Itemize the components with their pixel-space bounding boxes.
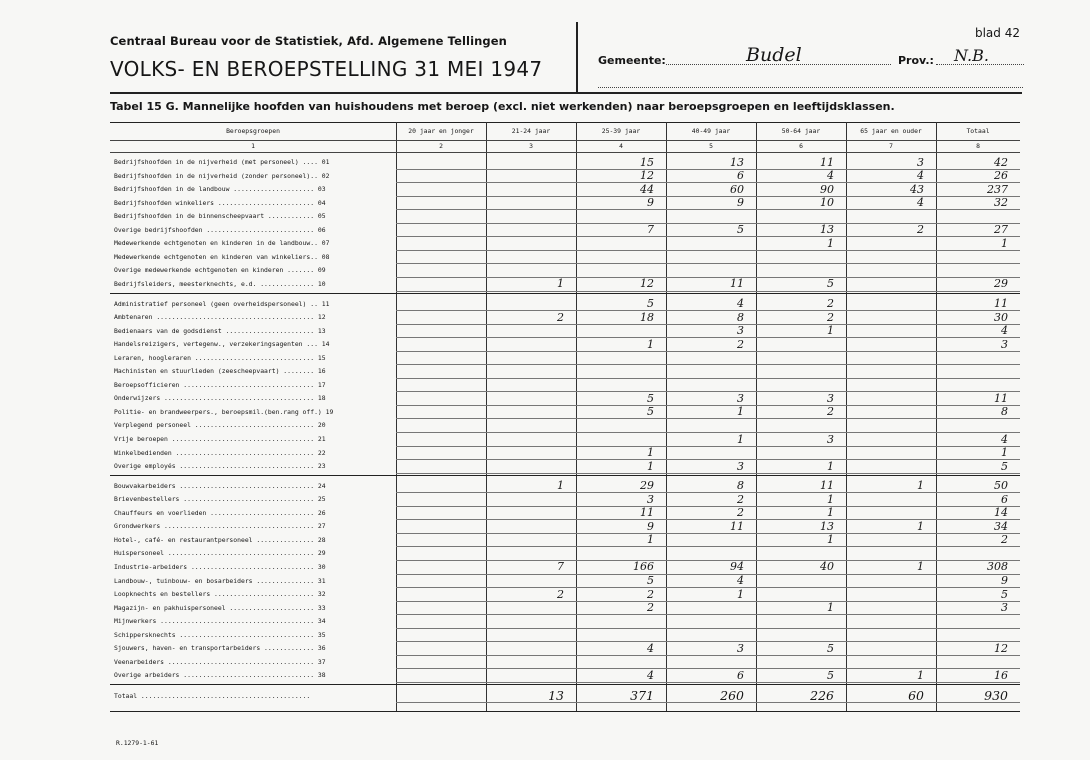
handwritten-value: 2 (647, 601, 654, 615)
row-label: Administratief personeel (geen overheidspersoneel) .. 11 (114, 299, 330, 308)
handwritten-value: 4 (827, 169, 834, 183)
handwritten-value: 5 (647, 574, 654, 587)
row-rule (396, 351, 1020, 352)
handwritten-value: 15 (640, 155, 654, 169)
handwritten-value: 3 (1001, 601, 1008, 615)
table-caption: Tabel 15 G. Mannelijke hoofden van huishoudens met beroep (excl. niet werkenden) naar beroepsgroepen en leeftijdsklassen. (110, 100, 895, 113)
column-header: 21-24 jaar (511, 127, 551, 135)
row-rule (396, 291, 1020, 292)
row-rule (396, 446, 1020, 447)
handwritten-value: 43 (910, 182, 924, 196)
column-divider (846, 122, 847, 711)
row-label: Onderwijzers ....................................... 18 (114, 394, 326, 403)
handwritten-value: 32 (994, 196, 1008, 210)
row-rule (396, 209, 1020, 210)
handwritten-value: 2 (647, 587, 654, 601)
handwritten-value: 1 (827, 459, 834, 473)
handwritten-value: 12 (640, 277, 654, 291)
handwritten-value: 5 (647, 391, 654, 405)
row-label: Veenarbeiders ...................................... 37 (114, 657, 326, 666)
row-label: Totaal ............................................ (114, 691, 311, 700)
handwritten-value: 1 (917, 479, 924, 493)
form-header (110, 34, 542, 81)
handwritten-value: 3 (737, 391, 744, 405)
handwritten-value: 1 (737, 587, 744, 601)
row-label: Bedrijfshoofden winkeliers ......................... 04 (114, 198, 326, 207)
row-label: Industrie-arbeiders ................................ 30 (114, 562, 326, 571)
handwritten-value: 4 (647, 641, 654, 655)
handwritten-value: 6 (1001, 492, 1008, 506)
row-label: Grondwerkers ....................................... 27 (114, 522, 326, 531)
row-label: Bedrijfshoofden in de binnenscheepvaart ............ 05 (114, 212, 326, 221)
handwritten-value: 1 (647, 533, 654, 547)
group-separator (110, 684, 1020, 685)
handwritten-value: 14 (994, 506, 1008, 520)
column-number: 1 (251, 142, 255, 150)
handwritten-value: 1 (827, 492, 834, 506)
column-header: Totaal (966, 127, 990, 135)
handwritten-value: 7 (557, 560, 564, 574)
row-label: Bedrijfsleiders, meesterknechts, e.d. .............. 10 (114, 279, 326, 288)
handwritten-value: 1 (827, 324, 834, 338)
handwritten-value: 2 (737, 492, 744, 506)
header-rule (110, 152, 1020, 153)
handwritten-value: 1 (737, 405, 744, 419)
group-separator (110, 293, 1020, 294)
handwritten-value: 9 (737, 196, 744, 210)
prov-label: Prov.: (898, 54, 934, 67)
handwritten-value: 2 (1001, 533, 1008, 547)
handwritten-value: 60 (730, 182, 744, 196)
municipality-row (598, 46, 1023, 68)
handwritten-value: 5 (647, 297, 654, 310)
row-label: Brievenbestellers .................................. 25 (114, 495, 326, 504)
handwritten-value: 1 (647, 446, 654, 460)
handwritten-value: 90 (820, 182, 834, 196)
handwritten-value: 1 (917, 668, 924, 682)
row-label: Schippersknechts ................................... 35 (114, 630, 326, 639)
handwritten-value: 2 (737, 506, 744, 520)
handwritten-value: 1 (1001, 446, 1008, 460)
header-divider (576, 22, 578, 92)
handwritten-value: 1 (827, 533, 834, 547)
row-label: Bouwvakarbeiders ................................... 24 (114, 481, 326, 490)
handwritten-value: 9 (647, 519, 654, 533)
handwritten-value: 4 (737, 297, 744, 310)
handwritten-value: 11 (640, 506, 654, 520)
handwritten-value: 6 (737, 169, 744, 183)
row-label: Medewerkende echtgenoten en kinderen van winkeliers.. 08 (114, 252, 330, 261)
handwritten-value: 8 (737, 479, 744, 493)
row-label: Beroepsofficieren .................................. 17 (114, 380, 326, 389)
column-header: 65 jaar en ouder (860, 127, 922, 135)
handwritten-value: 12 (640, 169, 654, 183)
handwritten-value: 1 (1001, 236, 1008, 250)
handwritten-value: 11 (994, 391, 1008, 405)
handwritten-value: 2 (827, 310, 834, 324)
row-rule (396, 682, 1020, 683)
row-label: Machinisten en stuurlieden (zeescheepvaart) ........ 16 (114, 367, 326, 376)
row-label: Overige medewerkende echtgenoten en kinderen ....... 09 (114, 266, 326, 275)
handwritten-value: 237 (987, 182, 1008, 196)
row-label: Overige bedrijfshoofden ............................ 06 (114, 225, 326, 234)
row-label: Landbouw-, tuinbouw- en bosarbeiders ............... 31 (114, 576, 326, 585)
handwritten-value: 260 (720, 688, 744, 704)
handwritten-value: 34 (994, 519, 1008, 533)
gemeente-handwritten-value: Budel (746, 44, 802, 66)
column-divider (486, 122, 487, 711)
page-label: blad 42 (974, 26, 1020, 40)
handwritten-value: 2 (737, 337, 744, 351)
group-separator (110, 475, 1020, 476)
column-number: 6 (799, 142, 803, 150)
handwritten-value: 94 (730, 560, 744, 574)
data-table (110, 122, 1022, 742)
handwritten-value: 18 (640, 310, 654, 324)
handwritten-value: 29 (994, 277, 1008, 291)
column-header: 20 jaar en jonger (408, 127, 474, 135)
row-label: Bedrijfshoofden in de landbouw ..................... 03 (114, 185, 326, 194)
handwritten-value: 308 (987, 560, 1008, 574)
handwritten-value: 1 (827, 601, 834, 615)
handwritten-value: 3 (917, 155, 924, 169)
row-label: Bedrijfshoofden in de nijverheid (met personeel) .... 01 (114, 158, 330, 166)
handwritten-value: 8 (1001, 405, 1008, 419)
handwritten-value: 13 (730, 155, 744, 169)
handwritten-value: 6 (737, 668, 744, 682)
row-rule (396, 236, 1020, 237)
row-rule (396, 702, 1020, 703)
prov-handwritten-value: N.B. (954, 46, 989, 65)
handwritten-value: 44 (640, 182, 654, 196)
handwritten-value: 1 (647, 459, 654, 473)
handwritten-value: 11 (820, 155, 834, 169)
row-label: Medewerkende echtgenoten en kinderen in de landbouw.. 07 (114, 239, 330, 248)
handwritten-value: 1 (827, 506, 834, 520)
handwritten-value: 1 (827, 236, 834, 250)
row-label: Chauffeurs en voerlieden ........................... 26 (114, 508, 326, 517)
handwritten-value: 5 (1001, 459, 1008, 473)
handwritten-value: 5 (647, 405, 654, 419)
handwritten-value: 1 (917, 519, 924, 533)
row-rule (396, 546, 1020, 547)
handwritten-value: 13 (820, 519, 834, 533)
handwritten-value: 5 (1001, 587, 1008, 601)
handwritten-value: 60 (908, 688, 924, 704)
handwritten-value: 11 (820, 479, 834, 493)
row-label: Bedrijfshoofden in de nijverheid (zonder personeel).. 02 (114, 171, 330, 180)
handwritten-value: 930 (984, 688, 1008, 704)
row-label: Politie- en brandweerpers., beroepsmil.(ben.rang off.) 19 (114, 407, 334, 416)
handwritten-value: 3 (827, 391, 834, 405)
handwritten-value: 226 (810, 688, 834, 704)
handwritten-value: 3 (737, 641, 744, 655)
handwritten-value: 2 (917, 223, 924, 237)
handwritten-value: 4 (1001, 324, 1008, 338)
handwritten-value: 26 (994, 169, 1008, 183)
row-label: Vrije beroepen ..................................... 21 (114, 435, 326, 443)
row-label: Sjouwers, haven- en transportarbeiders ............. 36 (114, 644, 326, 653)
handwritten-value: 4 (917, 196, 924, 210)
handwritten-value: 42 (994, 155, 1008, 169)
handwritten-value: 166 (633, 560, 654, 574)
handwritten-value: 11 (730, 277, 744, 291)
handwritten-value: 1 (737, 432, 744, 446)
row-rule (396, 378, 1020, 379)
handwritten-value: 16 (994, 668, 1008, 682)
handwritten-value: 1 (647, 337, 654, 351)
handwritten-value: 30 (994, 310, 1008, 324)
row-label: Huispersoneel ...................................... 29 (114, 549, 326, 558)
row-rule (396, 601, 1020, 602)
handwritten-value: 7 (647, 223, 654, 237)
handwritten-value: 2 (827, 297, 834, 310)
handwritten-value: 50 (994, 479, 1008, 493)
row-label: Verplegend personeel ............................... 20 (114, 421, 326, 430)
census-title: VOLKS- EN BEROEPSTELLING 31 MEI 1947 (110, 57, 543, 81)
second-dotted-line (598, 87, 1023, 88)
form-code: R.1279-1-61 (116, 739, 159, 747)
handwritten-value: 11 (994, 297, 1008, 310)
handwritten-value: 10 (820, 196, 834, 210)
handwritten-value: 8 (737, 310, 744, 324)
handwritten-value: 13 (820, 223, 834, 237)
handwritten-value: 29 (640, 479, 654, 493)
handwritten-value: 5 (827, 277, 834, 291)
handwritten-value: 13 (548, 688, 564, 704)
header-rule (110, 140, 1020, 141)
handwritten-value: 4 (737, 574, 744, 587)
row-rule (396, 614, 1020, 615)
handwritten-value: 3 (827, 432, 834, 446)
handwritten-value: 1 (557, 479, 564, 493)
column-number: 5 (709, 142, 713, 150)
row-rule (396, 628, 1020, 629)
row-rule (396, 473, 1020, 474)
handwritten-value: 371 (630, 688, 654, 704)
column-header: 25-39 jaar (601, 127, 641, 135)
row-label: Bedienaars van de godsdienst ....................... 13 (114, 326, 326, 335)
handwritten-value: 2 (557, 587, 564, 601)
handwritten-value: 5 (827, 668, 834, 682)
handwritten-value: 11 (730, 519, 744, 533)
column-number: 2 (439, 142, 443, 150)
row-label: Magazijn- en pakhuispersoneel ...................... 33 (114, 603, 326, 612)
handwritten-value: 2 (557, 310, 564, 324)
row-rule (396, 364, 1020, 365)
handwritten-value: 40 (820, 560, 834, 574)
handwritten-value: 5 (827, 641, 834, 655)
column-divider (396, 122, 397, 711)
row-label: Overige arbeiders .................................. 38 (114, 671, 326, 680)
handwritten-value: 3 (647, 492, 654, 506)
row-label: Hotel-, café- en restaurantpersoneel ............... 28 (114, 535, 326, 544)
row-rule (396, 655, 1020, 656)
handwritten-value: 9 (1001, 574, 1008, 587)
row-label: Handelsreizigers, vertegenw., verzekeringsagenten ... 14 (114, 340, 330, 349)
row-label: Leraren, hoogleraren ............................... 15 (114, 353, 326, 362)
handwritten-value: 27 (994, 223, 1008, 237)
handwritten-value: 12 (994, 641, 1008, 655)
agency-name: Centraal Bureau voor de Statistiek, Afd. Algemene Tellingen (110, 34, 507, 48)
row-rule (396, 263, 1020, 264)
handwritten-value: 4 (647, 668, 654, 682)
handwritten-value: 5 (737, 223, 744, 237)
header-rule (110, 92, 1022, 94)
handwritten-value: 9 (647, 196, 654, 210)
row-label: Winkelbedienden .................................... 22 (114, 448, 326, 457)
handwritten-value: 3 (1001, 337, 1008, 351)
column-number: 3 (529, 142, 533, 150)
column-header: 40-49 jaar (691, 127, 731, 135)
row-rule (396, 533, 1020, 534)
column-number: 4 (619, 142, 623, 150)
column-header: 50-64 jaar (781, 127, 821, 135)
handwritten-value: 3 (737, 459, 744, 473)
row-rule (396, 250, 1020, 251)
row-rule (396, 418, 1020, 419)
row-label: Ambtenaren ......................................... 12 (114, 313, 326, 322)
handwritten-value: 3 (737, 324, 744, 338)
handwritten-value: 1 (557, 277, 564, 291)
column-number: 7 (889, 142, 893, 150)
handwritten-value: 4 (917, 169, 924, 183)
column-number: 8 (976, 142, 980, 150)
row-label: Loopknechts en bestellers .......................... 32 (114, 590, 326, 599)
handwritten-value: 1 (917, 560, 924, 574)
gemeente-label: Gemeente: (598, 54, 666, 67)
handwritten-value: 4 (1001, 432, 1008, 446)
handwritten-value: 2 (827, 405, 834, 419)
column-header: Beroepsgroepen (226, 127, 280, 135)
row-label: Mijnwerkers ........................................ 34 (114, 617, 326, 626)
row-label: Overige employés ................................... 23 (114, 462, 326, 471)
